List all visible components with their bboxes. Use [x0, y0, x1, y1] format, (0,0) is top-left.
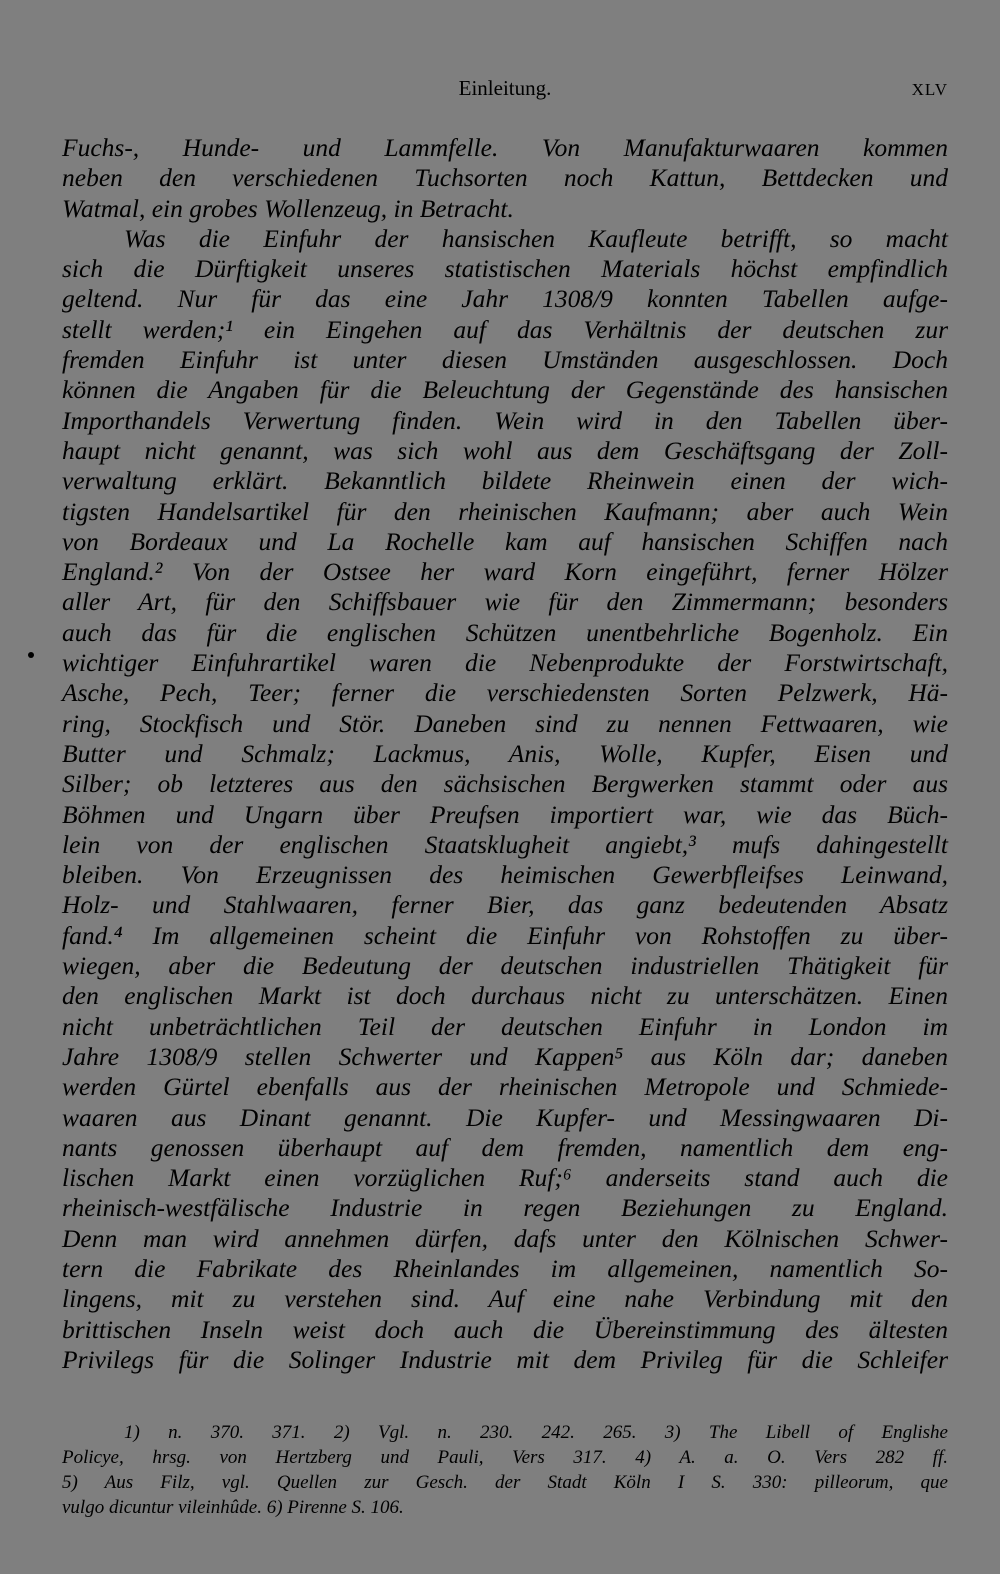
- body-line: geltend. Nur für das eine Jahr 1308/9 konnten Tabellen aufge-: [62, 284, 948, 314]
- body-line: fand.⁴ Im allgemeinen scheint die Einfuhr von Rohstoffen zu über-: [62, 920, 948, 950]
- footnote-line: 1) n. 370. 371. 2) Vgl. n. 230. 242. 265. 3) The Libell of Englishe: [124, 1422, 948, 1443]
- body-line: neben den verschiedenen Tuchsorten noch Kattun, Bettdecken und: [62, 163, 948, 193]
- body-line: England.² Von der Ostsee her ward Korn eingeführt, ferner Hölzer: [62, 557, 948, 587]
- body-line: Privilegs für die Solinger Industrie mit dem Privileg für die Schleifer: [62, 1344, 948, 1374]
- body-line: tigsten Handelsartikel für den rheinischen Kaufmann; aber auch Wein: [62, 496, 948, 526]
- body-line: nants genossen überhaupt auf dem fremden, namentlich dem eng-: [62, 1132, 948, 1162]
- body-line: von Bordeaux und La Rochelle kam auf hansischen Schiffen nach: [62, 526, 948, 556]
- page-title: Einleitung.: [458, 76, 552, 100]
- footnote-line: vulgo dicuntur vileinhûde. 6) Pirenne S. 106.: [62, 1497, 404, 1518]
- body-line: verwaltung erklärt. Bekanntlich bildete Rheinwein einen der wich-: [62, 466, 948, 496]
- footnote-line: Policye, hrsg. von Hertzberg und Pauli, Vers 317. 4) A. a. O. Vers 282 ff.: [62, 1447, 948, 1468]
- body-line: Butter und Schmalz; Lackmus, Anis, Wolle, Kupfer, Eisen und: [62, 738, 948, 768]
- footnotes: [62, 1420, 948, 1520]
- page-number: XLV: [911, 80, 948, 99]
- body-line: aller Art, für den Schiffsbauer wie für den Zimmermann; besonders: [62, 587, 948, 617]
- body-text: [62, 133, 948, 1375]
- body-line: tern die Fabrikate des Rheinlandes im allgemeinen, namentlich So-: [62, 1253, 948, 1283]
- body-line: haupt nicht genannt, was sich wohl aus dem Geschäftsgang der Zoll-: [62, 435, 948, 465]
- body-line: Holz- und Stahlwaaren, ferner Bier, das ganz bedeutenden Absatz: [62, 890, 948, 920]
- body-line: stellt werden;¹ ein Eingehen auf das Verhältnis der deutschen zur: [62, 314, 948, 344]
- body-line: bleiben. Von Erzeugnissen des heimischen Gewerbfleifses Leinwand,: [62, 860, 948, 890]
- body-line: nicht unbeträchtlichen Teil der deutschen Einfuhr in London im: [62, 1011, 948, 1041]
- footnote-line: 5) Aus Filz, vgl. Quellen zur Gesch. der Stadt Köln I S. 330: pilleorum, que: [62, 1472, 948, 1493]
- body-line: den englischen Markt ist doch durchaus nicht zu unterschätzen. Einen: [62, 981, 948, 1011]
- body-line: wiegen, aber die Bedeutung der deutschen industriellen Thätigkeit für: [62, 951, 948, 981]
- body-line: Denn man wird annehmen dürfen, dafs unter den Kölnischen Schwer-: [62, 1223, 948, 1253]
- body-line: ring, Stockfisch und Stör. Daneben sind zu nennen Fettwaaren, wie: [62, 708, 948, 738]
- running-head: [62, 76, 948, 104]
- body-line: Böhmen und Ungarn über Preufsen importiert war, wie das Büch-: [62, 799, 948, 829]
- body-line: können die Angaben für die Beleuchtung der Gegenstände des hansischen: [62, 375, 948, 405]
- margin-dot: [28, 652, 34, 658]
- body-line: brittischen Inseln weist doch auch die Übereinstimmung des ältesten: [62, 1314, 948, 1344]
- body-line: Fuchs-, Hunde- und Lammfelle. Von Manufakturwaaren kommen: [62, 133, 948, 162]
- body-line: wichtiger Einfuhrartikel waren die Nebenprodukte der Forstwirtschaft,: [62, 648, 948, 678]
- body-line: rheinisch-westfälische Industrie in regen Beziehungen zu England.: [62, 1193, 948, 1223]
- body-line: Silber; ob letzteres aus den sächsischen Bergwerken stammt oder aus: [62, 769, 948, 799]
- body-line: waaren aus Dinant genannt. Die Kupfer- und Messingwaaren Di-: [62, 1102, 948, 1132]
- body-line: auch das für die englischen Schützen unentbehrliche Bogenholz. Ein: [62, 617, 948, 647]
- body-line: lischen Markt einen vorzüglichen Ruf;⁶ anderseits stand auch die: [62, 1163, 948, 1193]
- body-line: lein von der englischen Staatsklugheit angiebt,³ mufs dahingestellt: [62, 829, 948, 859]
- body-line: sich die Dürftigkeit unseres statistischen Materials höchst empfindlich: [62, 254, 948, 284]
- body-line: Watmal, ein grobes Wollenzeug, in Betracht.: [62, 193, 514, 223]
- body-line: Was die Einfuhr der hansischen Kaufleute betrifft, so macht: [124, 223, 948, 253]
- body-line: Importhandels Verwertung finden. Wein wird in den Tabellen über-: [62, 405, 948, 435]
- body-line: fremden Einfuhr ist unter diesen Umständen ausgeschlossen. Doch: [62, 345, 948, 375]
- body-line: Asche, Pech, Teer; ferner die verschiedensten Sorten Pelzwerk, Hä-: [62, 678, 948, 708]
- body-line: werden Gürtel ebenfalls aus der rheinischen Metropole und Schmiede-: [62, 1072, 948, 1102]
- body-line: Jahre 1308/9 stellen Schwerter und Kappen⁵ aus Köln dar; daneben: [62, 1041, 948, 1071]
- body-line: lingens, mit zu verstehen sind. Auf eine nahe Verbindung mit den: [62, 1284, 948, 1314]
